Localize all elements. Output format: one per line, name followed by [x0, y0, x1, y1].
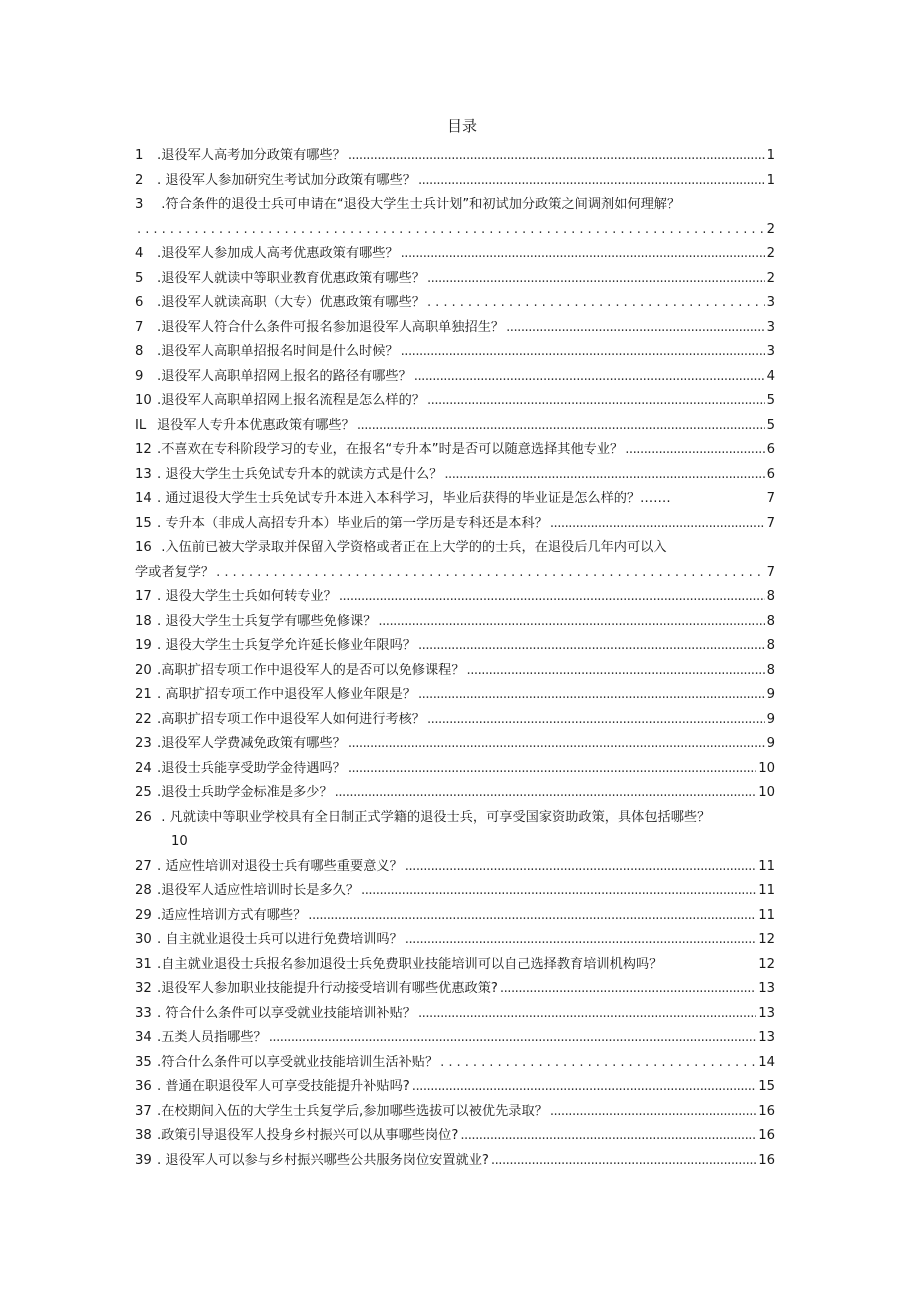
dot-leader [506, 316, 765, 341]
dot-leader [491, 1149, 756, 1174]
toc-entry-number: 35 [135, 1054, 152, 1070]
toc-entry[interactable] [135, 732, 775, 757]
toc-entry[interactable] [135, 928, 775, 953]
dot-leader [378, 610, 764, 635]
toc-entry[interactable] [135, 1075, 775, 1100]
toc-entry[interactable] [135, 610, 775, 635]
toc-entry-page: 8 [766, 613, 775, 629]
toc-entry-number: 39 [135, 1152, 152, 1168]
toc-entry[interactable] [135, 316, 775, 341]
toc-entry-page: 16 [758, 1152, 775, 1168]
toc-entry[interactable] [135, 1124, 775, 1149]
toc-entry-text: . 退役大学生士兵复学允许延长修业年限吗？ [157, 638, 416, 653]
toc-entry-text: . 普通在职退役军人可享受技能提升补贴吗? [157, 1079, 410, 1094]
toc-entry-text: .自主就业退役士兵报名参加退役士兵免费职业技能培训可以自己选择教育培训机构吗？ [157, 956, 663, 972]
toc-entry-page: 16 [758, 1128, 775, 1143]
toc-entry[interactable] [135, 781, 775, 806]
toc-entry-text: .退役军人参加成人高考优惠政策有哪些？ [157, 246, 399, 261]
toc-entry[interactable] [135, 1002, 775, 1027]
toc-entry-number: 8 [135, 344, 144, 359]
toc-entry-number: IL [135, 417, 147, 433]
toc-entry-number: 32 [135, 981, 152, 996]
toc-entry-text: .退役军人高考加分政策有哪些？ [157, 148, 346, 163]
dot-leader [427, 267, 765, 292]
toc-entry-number: 14 [135, 491, 152, 506]
toc-entry[interactable] [135, 1100, 775, 1125]
toc-entry-number: 22 [135, 711, 152, 727]
dot-leader [427, 389, 765, 414]
toc-entry[interactable] [135, 463, 775, 488]
toc-entry[interactable] [135, 365, 775, 390]
toc-entry-page: 1 [766, 172, 775, 188]
toc-entry[interactable] [135, 1026, 775, 1051]
dot-leader [216, 561, 764, 586]
toc-entry-text: .退役军人符合什么条件可报名参加退役军人高职单独招生？ [157, 319, 505, 335]
toc-entry-text: . 退役大学生士兵复学有哪些免修课？ [157, 613, 377, 629]
toc-entry-page: 12 [758, 956, 775, 972]
toc-entry-number: 23 [135, 736, 152, 751]
toc-entry-text: .退役军人高职单招网上报名的路径有哪些？ [157, 368, 412, 384]
toc-entry-page: 9 [766, 687, 775, 702]
toc-entry-number: 17 [135, 589, 152, 604]
toc-entry[interactable] [135, 879, 775, 904]
toc-entry-number: 24 [135, 760, 152, 776]
toc-entry-text: .退役军人高职单招网上报名流程是怎么样的？ [157, 393, 425, 408]
toc-entry-text: . 退役军人可以参与乡村振兴哪些公共服务岗位安置就业? [157, 1152, 489, 1168]
toc-entry-page: 3 [766, 344, 775, 359]
toc-entry-text: . 适应性培训对退役士兵有哪些重要意义？ [157, 858, 403, 874]
toc-entry-text: .高职扩招专项工作中退役军人如何进行考核？ [157, 711, 425, 727]
toc-entry-page: 10 [758, 785, 775, 800]
toc-entry-number: 19 [135, 638, 152, 653]
toc-entry-text: .退役军人学费减免政策有哪些？ [157, 736, 346, 751]
toc-entry-number: 2 [135, 172, 144, 188]
dot-leader [418, 1002, 756, 1027]
dot-leader [427, 291, 765, 316]
toc-entry-page: 5 [766, 417, 775, 433]
dot-leader [339, 585, 765, 610]
dot-leader [401, 340, 765, 365]
toc-entry-text: . 自主就业退役士兵可以进行免费培训吗？ [157, 932, 403, 947]
toc-entry-number: 18 [135, 613, 152, 629]
toc-entry-text: .不喜欢在专科阶段学习的专业，在报名“专升本”时是否可以随意选择其他专业？ [157, 442, 624, 457]
toc-entry[interactable] [135, 659, 775, 684]
toc-entry-page: 2 [766, 246, 775, 261]
toc-entry-page: 3 [766, 319, 775, 335]
toc-entry-number: 30 [135, 932, 152, 947]
toc-entry-text: .适应性培训方式有哪些？ [157, 907, 307, 923]
dot-leader [625, 438, 764, 463]
toc-entry-page: 2 [766, 270, 775, 286]
toc-entry-page: 4 [766, 368, 775, 384]
toc-entry-text: .退役军人参加职业技能提升行动接受培训有哪些优惠政策? [157, 981, 498, 996]
table-of-contents [135, 144, 775, 1173]
dot-leader [401, 242, 765, 267]
toc-entry-text: .政策引导退役军人投身乡村振兴可以从事哪些岗位? [157, 1128, 459, 1143]
toc-entry[interactable] [135, 1051, 775, 1076]
toc-entry[interactable] [135, 904, 775, 929]
toc-entry[interactable] [135, 193, 775, 218]
toc-entry[interactable] [135, 683, 775, 708]
toc-entry[interactable] [135, 512, 775, 537]
toc-entry-text: . 专升本（非成人高招专升本）毕业后的第一学历是专科还是本科？ [157, 515, 548, 531]
dot-leader [308, 904, 756, 929]
toc-entry-text: . 高职扩招专项工作中退役军人修业年限是？ [157, 687, 416, 702]
dot-leader [405, 928, 756, 953]
dot-leader [348, 757, 756, 782]
toc-entry-page: 1 [766, 148, 775, 163]
toc-entry-number: 12 [135, 442, 152, 457]
toc-entry[interactable] [135, 806, 775, 831]
toc-entry-page: 3 [766, 295, 775, 310]
toc-entry-page: 10 [171, 834, 188, 849]
toc-entry-number: 31 [135, 956, 152, 972]
dot-leader [137, 218, 765, 243]
toc-entry-page: 7 [766, 491, 775, 506]
dot-leader [405, 855, 756, 880]
toc-entry-text: .退役军人高职单招报名时间是什么时候？ [157, 344, 399, 359]
toc-entry-page: 2 [766, 221, 775, 237]
toc-entry[interactable] [135, 169, 775, 194]
toc-entry[interactable] [135, 438, 775, 463]
toc-entry[interactable] [135, 634, 775, 659]
toc-entry-number: 6 [135, 295, 144, 310]
dot-leader [500, 977, 756, 1002]
toc-entry-number: 7 [135, 319, 144, 335]
toc-entry-number: 26 [135, 809, 152, 825]
toc-entry-page: 16 [758, 1103, 775, 1119]
toc-entry-page: 12 [758, 932, 775, 947]
toc-entry[interactable] [135, 389, 775, 414]
toc-entry-page: 11 [758, 883, 775, 898]
toc-entry-text: .退役士兵能享受助学金待遇吗？ [157, 760, 346, 776]
toc-entry[interactable] [135, 267, 775, 292]
toc-entry-continuation [135, 218, 775, 243]
dot-leader [348, 732, 765, 757]
toc-entry-continuation [135, 830, 775, 855]
toc-entry-number: 21 [135, 687, 152, 702]
dot-leader [550, 512, 765, 537]
toc-entry-text: .五类人员指哪些？ [157, 1030, 267, 1045]
toc-entry[interactable] [135, 242, 775, 267]
toc-entry[interactable] [135, 414, 775, 439]
toc-entry[interactable] [135, 291, 775, 316]
toc-entry-page: 6 [766, 442, 775, 457]
dot-leader [444, 463, 764, 488]
toc-entry-number: 4 [135, 246, 144, 261]
toc-entry-number: 10 [135, 393, 152, 408]
toc-entry-number: 34 [135, 1030, 152, 1045]
toc-entry-text: 退役军人专升本优惠政策有哪些？ [157, 417, 355, 433]
toc-entry[interactable] [135, 144, 775, 169]
toc-entry[interactable] [135, 953, 775, 978]
dot-leader [348, 144, 765, 169]
toc-entry[interactable] [135, 1149, 775, 1174]
toc-entry[interactable] [135, 977, 775, 1002]
dot-leader [418, 169, 765, 194]
toc-entry-text: .退役军人就读中等职业教育优惠政策有哪些？ [157, 270, 425, 286]
toc-entry-page: 5 [766, 393, 775, 408]
toc-entry-page: 13 [758, 981, 775, 996]
toc-entry-text: . 符合什么条件可以享受就业技能培训补贴？ [157, 1005, 416, 1021]
dot-leader [269, 1026, 757, 1051]
toc-entry-text: .入伍前已被大学录取并保留入学资格或者正在上大学的的士兵，在退役后几年内可以入 [161, 540, 667, 555]
toc-entry-page: 8 [766, 589, 775, 604]
toc-entry-text: .符合什么条件可以享受就业技能培训生活补贴？ [157, 1054, 439, 1070]
toc-entry-number: 28 [135, 883, 152, 898]
toc-entry-number: 13 [135, 466, 152, 482]
dot-leader [440, 1051, 756, 1076]
dot-leader [467, 659, 765, 684]
toc-entry-text: . 退役大学生士兵如何转专业？ [157, 589, 337, 604]
dot-leader [412, 1075, 756, 1100]
toc-entry-text: .退役军人适应性培训时长是多久？ [157, 883, 360, 898]
toc-entry-page: 9 [766, 711, 775, 727]
toc-entry-number: 27 [135, 858, 152, 874]
toc-entry-page: 6 [766, 466, 775, 482]
toc-entry-number: 29 [135, 907, 152, 923]
toc-entry-number: 16 [135, 540, 152, 555]
toc-entry-number: 38 [135, 1128, 152, 1143]
toc-entry-page: 8 [766, 662, 775, 678]
dot-leader [418, 683, 765, 708]
toc-entry-text: .符合条件的退役士兵可申请在“退役大学生士兵计划”和初试加分政策之间调剂如何理解？ [161, 197, 681, 212]
toc-entry[interactable] [135, 340, 775, 365]
toc-entry-number: 20 [135, 662, 152, 678]
toc-entry-text: . 退役大学生士兵免试专升本的就读方式是什么？ [157, 466, 443, 482]
toc-entry-number: 1 [135, 148, 144, 163]
toc-entry-page: 7 [766, 515, 775, 531]
dot-leader [550, 1100, 756, 1125]
dot-leader [361, 879, 756, 904]
toc-entry[interactable] [135, 708, 775, 733]
toc-entry-text: . 凡就读中等职业学校具有全日制正式学籍的退役士兵，可享受国家资助政策，具体包括哪些？ [161, 809, 711, 825]
toc-entry-text: .高职扩招专项工作中退役军人的是否可以免修课程？ [157, 662, 465, 678]
toc-entry-number: 3 [135, 197, 144, 212]
toc-entry-continuation [135, 561, 775, 586]
toc-entry-text: .退役士兵助学金标准是多少？ [157, 785, 333, 800]
toc-entry-text-continued: 学或者复学？ [135, 564, 215, 580]
toc-entry-page: 11 [758, 858, 775, 874]
toc-entry-page: 10 [758, 760, 775, 776]
dot-leader [335, 781, 757, 806]
toc-title: 目录 [446, 117, 477, 135]
toc-entry-text: . 通过退役大学生士兵免试专升本进入本科学习，毕业后获得的毕业证是怎么样的？.…… [157, 491, 671, 506]
toc-entry[interactable] [135, 487, 775, 512]
toc-entry-text: .在校期间入伍的大学生士兵复学后,参加哪些选拔可以被优先录取？ [157, 1103, 548, 1119]
toc-entry-number: 36 [135, 1079, 152, 1094]
toc-entry-text: .退役军人就读高职（大专）优惠政策有哪些？ [157, 295, 425, 310]
toc-entry-number: 15 [135, 515, 152, 531]
toc-entry-page: 13 [758, 1005, 775, 1021]
toc-entry-number: 25 [135, 785, 152, 800]
dot-leader [427, 708, 765, 733]
toc-entry-number: 33 [135, 1005, 152, 1021]
dot-leader [418, 634, 765, 659]
toc-entry-text: . 退役军人参加研究生考试加分政策有哪些？ [157, 172, 416, 188]
toc-entry[interactable] [135, 536, 775, 561]
toc-entry[interactable] [135, 757, 775, 782]
toc-entry-number: 37 [135, 1103, 152, 1119]
toc-entry-page: 9 [766, 736, 775, 751]
toc-entry-number: 5 [135, 270, 144, 286]
toc-entry-page: 7 [766, 564, 775, 580]
toc-entry-page: 13 [758, 1030, 775, 1045]
toc-entry-page: 14 [758, 1054, 775, 1070]
toc-entry[interactable] [135, 585, 775, 610]
toc-entry-page: 8 [766, 638, 775, 653]
toc-entry-number: 9 [135, 368, 144, 384]
dot-leader [460, 1124, 756, 1149]
toc-entry-page: 15 [758, 1079, 775, 1094]
toc-entry-page: 11 [758, 907, 775, 923]
toc-entry[interactable] [135, 855, 775, 880]
dot-leader [414, 365, 765, 390]
dot-leader [357, 414, 765, 439]
